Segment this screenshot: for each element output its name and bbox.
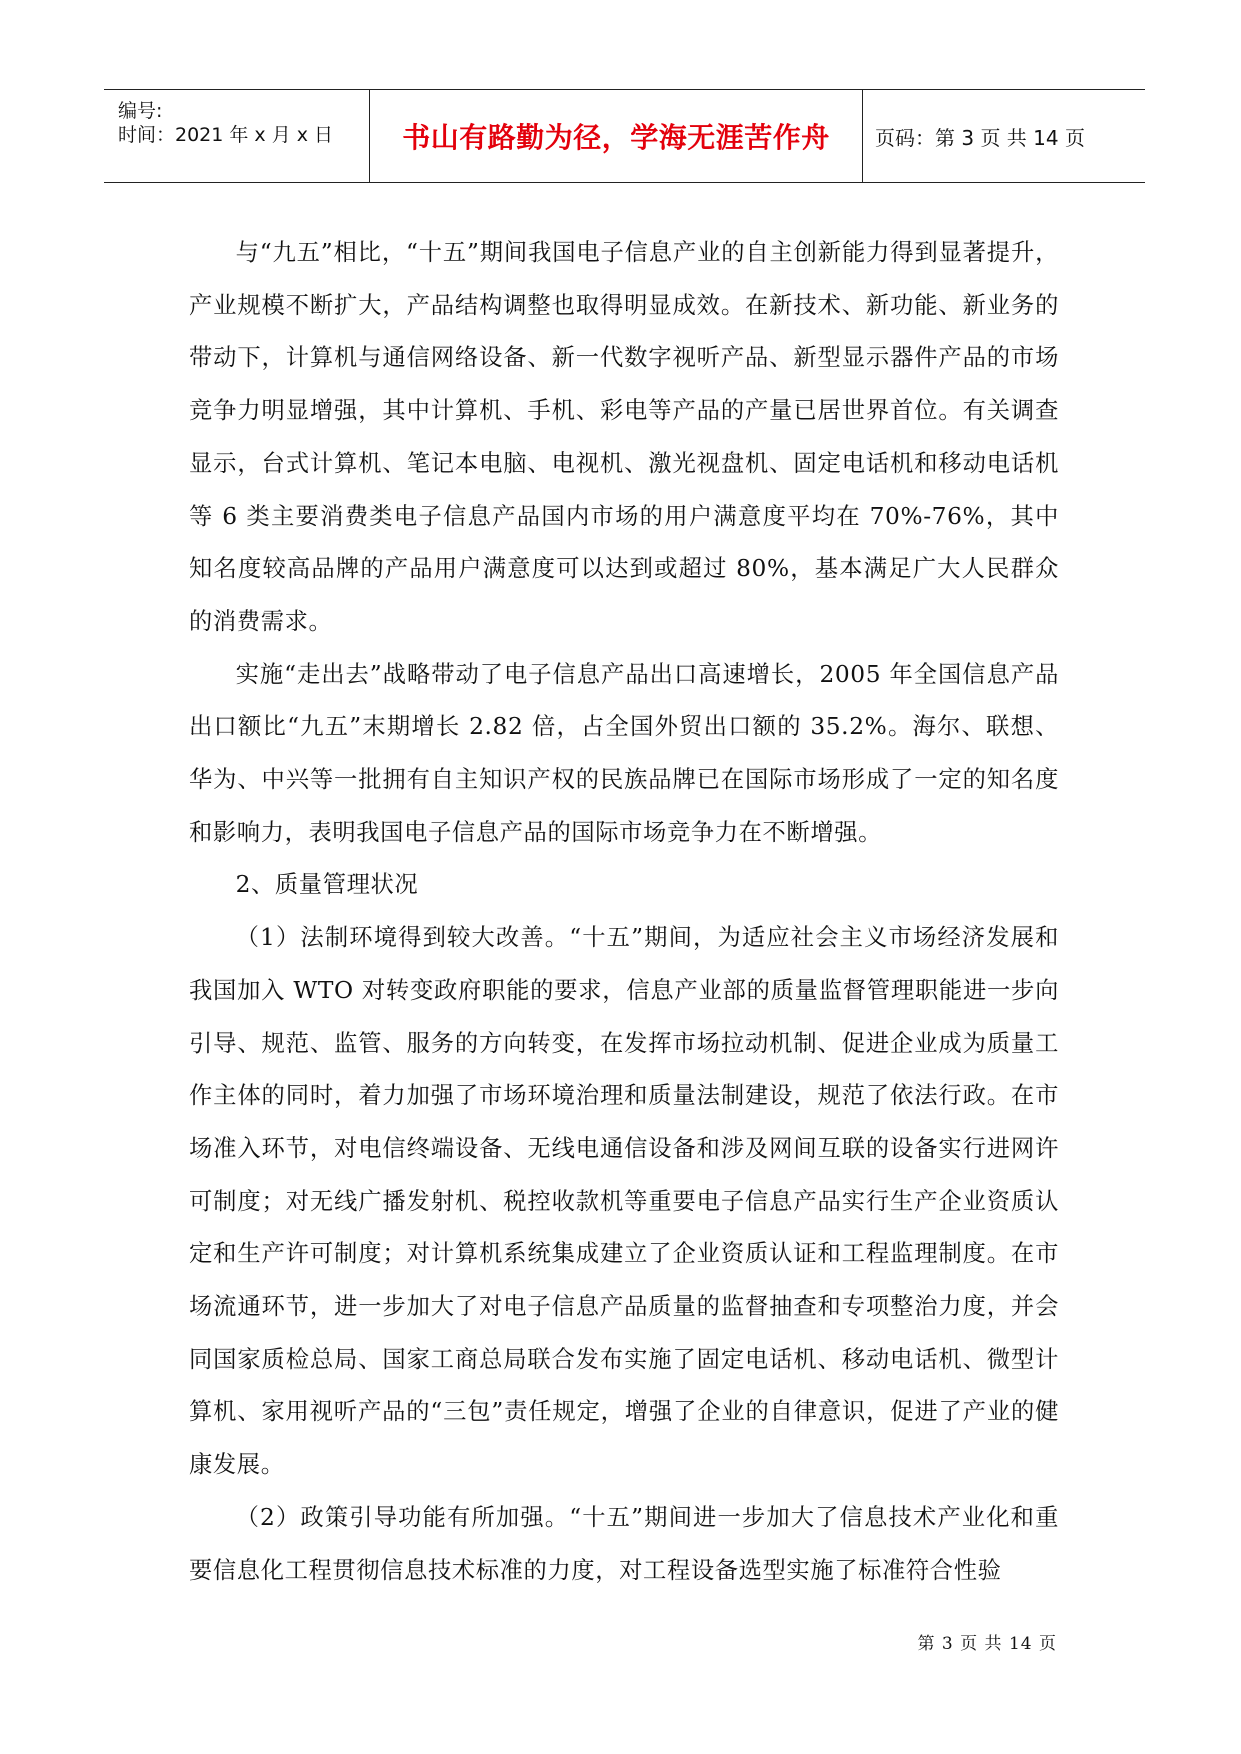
body-paragraph: 实施“走出去”战略带动了电子信息产品出口高速增长，2005 年全国信息产品出口额比“九五”末期增长 2.82 倍，占全国外贸出口额的 35.2%。海尔、联想、华为、中兴等一批拥有自主知识产权的民族品牌已在国际市场形成了一定的知名度和影响力，表明我国电子信息产品的国际市场竞争力在不断增强。 — [189, 660, 1059, 846]
document-time-label: 时间：2021 年 x 月 x 日 — [118, 124, 334, 146]
body-paragraph: （2）政策引导功能有所加强。“十五”期间进一步加大了信息技术产业化和重要信息化工程贯彻信息技术标准的力度，对工程设备选型实施了标准符合性验 — [189, 1503, 1059, 1584]
header-page-cell — [863, 90, 1145, 182]
page-header — [104, 89, 1145, 183]
header-page-info: 页码：第 3 页 共 14 页 — [875, 125, 1085, 150]
header-meta-cell — [104, 90, 370, 182]
page-footer: 第 3 页 共 14 页 — [917, 1634, 1057, 1654]
body-paragraph: 与“九五”相比，“十五”期间我国电子信息产业的自主创新能力得到显著提升，产业规模不断扩大，产品结构调整也取得明显成效。在新技术、新功能、新业务的带动下，计算机与通信网络设备、新一代数字视听产品、新型显示器件产品的市场竞争力明显增强，其中计算机、手机、彩电等产品的产量已居世界首位。有关调查显示，台式计算机、笔记本电脑、电视机、激光视盘机、固定电话机和移动电话机等 6 类主要消费类电子信息产品国内市场的用户满意度平均在 70%-76%，其中知名度较高品牌的产品用户满意度可以达到或超过 80%，基本满足广大人民群众的消费需求。 — [189, 239, 1059, 635]
document-body — [189, 227, 1059, 1597]
motto-text: 书山有路勤为径，学海无涯苦作舟 — [402, 121, 830, 154]
document-code-label: 编号: — [118, 100, 163, 122]
body-paragraph: （1）法制环境得到较大改善。“十五”期间，为适应社会主义市场经济发展和我国加入 WTO 对转变政府职能的要求，信息产业部的质量监督管理职能进一步向引导、规范、监管、服务的方向转变，在发挥市场拉动机制、促进企业成为质量工作主体的同时，着力加强了市场环境治理和质量法制建设，规范了依法行政。在市场准入环节，对电信终端设备、无线电通信设备和涉及网间互联的设备实行进网许可制度；对无线广播发射机、税控收款机等重要电子信息产品实行生产企业资质认定和生产许可制度；对计算机系统集成建立了企业资质认证和工程监理制度。在市场流通环节，进一步加大了对电子信息产品质量的监督抽查和专项整治力度，并会同国家质检总局、国家工商总局联合发布实施了固定电话机、移动电话机、微型计算机、家用视听产品的“三包”责任规定，增强了企业的自律意识，促进了产业的健康发展。 — [189, 924, 1059, 1479]
header-motto-cell — [370, 90, 863, 182]
section-heading: 2、质量管理状况 — [235, 871, 419, 899]
